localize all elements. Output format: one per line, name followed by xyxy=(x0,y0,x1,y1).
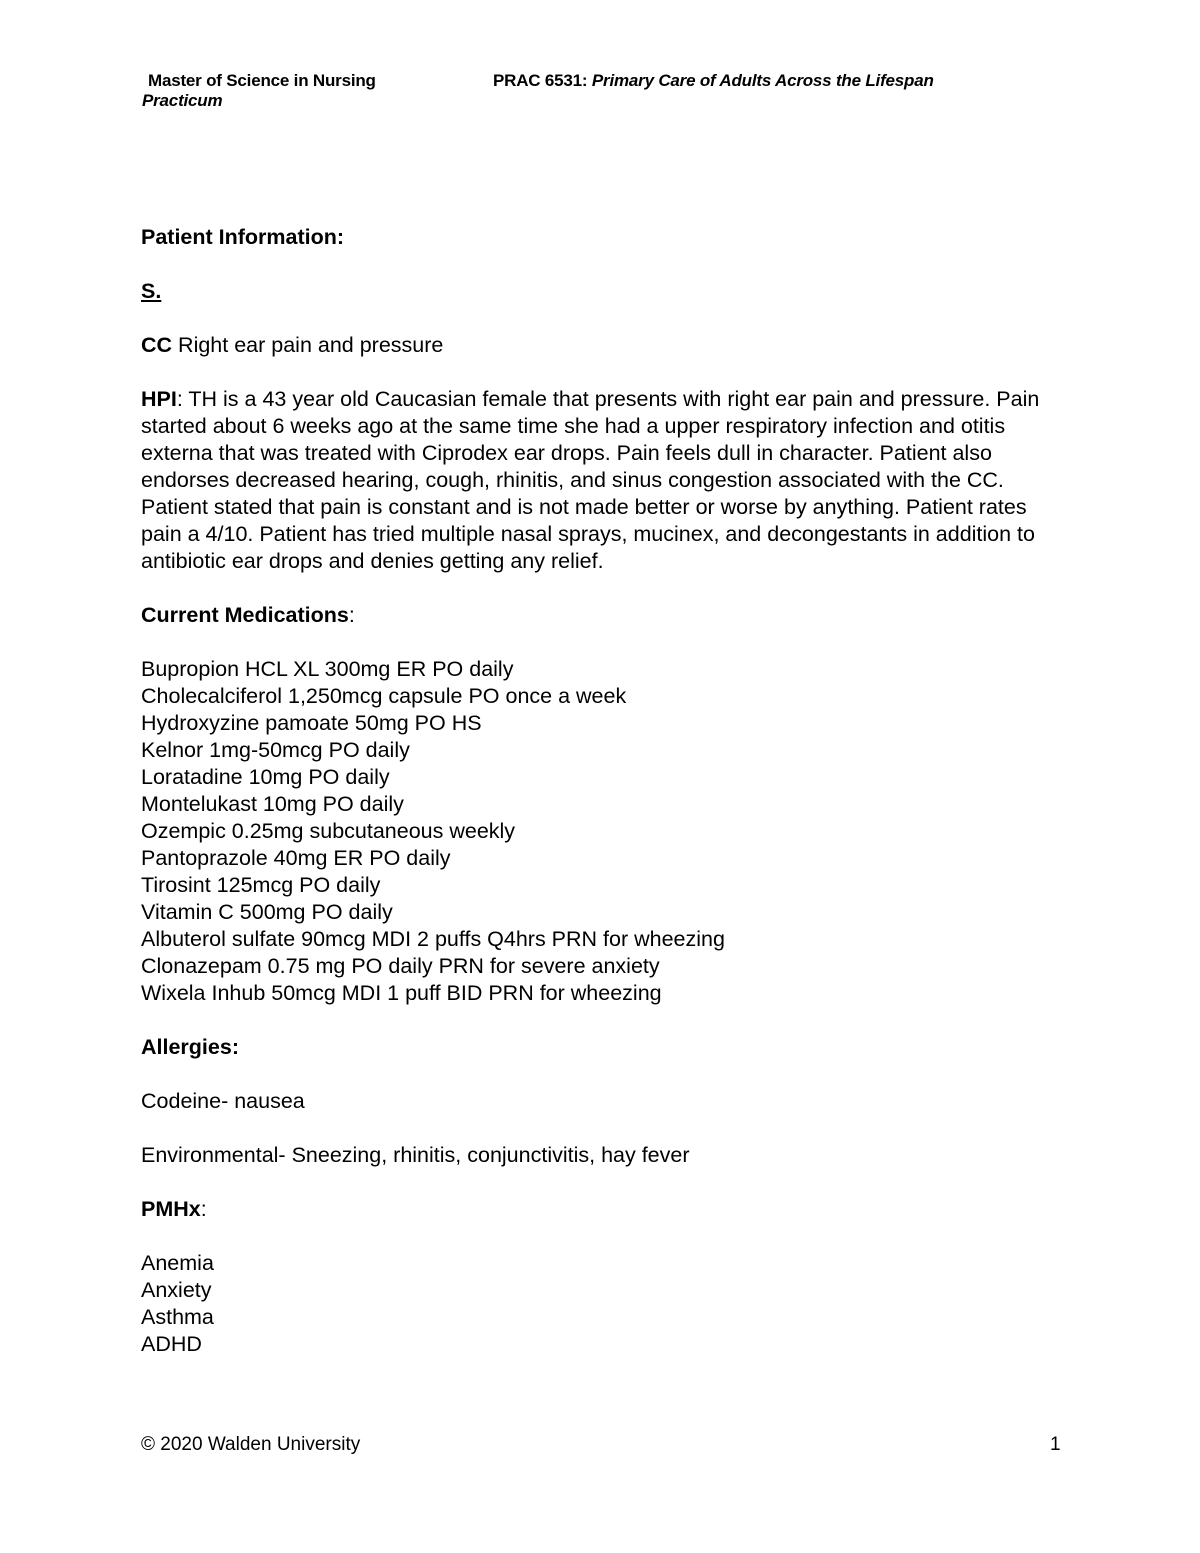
pmhx-colon: : xyxy=(200,1197,207,1221)
pmhx-item: Anemia xyxy=(141,1251,214,1275)
allergy-item: Codeine- nausea xyxy=(141,1089,305,1113)
header-program-line1: Master of Science in Nursing xyxy=(148,71,376,90)
medication-item: Tirosint 125mcg PO daily xyxy=(141,873,381,897)
header-program xyxy=(142,71,376,111)
medications-heading-line xyxy=(141,602,1071,629)
medication-item: Cholecalciferol 1,250mcg capsule PO once a week xyxy=(141,684,627,708)
medication-item: Clonazepam 0.75 mg PO daily PRN for severe anxiety xyxy=(141,954,660,978)
medications-heading: Current Medications xyxy=(141,603,349,627)
header-course-title: Primary Care of Adults Across the Lifespan xyxy=(591,71,934,90)
medication-item: Hydroxyzine pamoate 50mg PO HS xyxy=(141,711,482,735)
pmhx-heading-line xyxy=(141,1196,1071,1223)
medication-item: Bupropion HCL XL 300mg ER PO daily xyxy=(141,657,514,681)
hpi-label: HPI xyxy=(141,387,177,411)
medication-item: Ozempic 0.25mg subcutaneous weekly xyxy=(141,819,516,843)
cc-text: Right ear pain and pressure xyxy=(172,333,444,357)
medication-item: Montelukast 10mg PO daily xyxy=(141,792,404,816)
subjective-heading: S. xyxy=(141,279,162,303)
allergies-heading: Allergies: xyxy=(141,1035,239,1059)
pmhx-item: ADHD xyxy=(141,1332,202,1356)
header-program-line2: Practicum xyxy=(142,91,223,110)
header-course-code: PRAC 6531: xyxy=(493,71,588,90)
chief-complaint xyxy=(141,332,1071,359)
medication-item: Wixela Inhub 50mcg MDI 1 puff BID PRN for wheezing xyxy=(141,981,662,1005)
allergy-item: Environmental- Sneezing, rhinitis, conjunctivitis, hay fever xyxy=(141,1143,690,1167)
hpi-paragraph xyxy=(141,386,1071,575)
medication-item: Kelnor 1mg-50mcg PO daily xyxy=(141,738,410,762)
cc-label: CC xyxy=(141,333,173,357)
pmhx-item: Asthma xyxy=(141,1305,214,1329)
patient-info-heading: Patient Information: xyxy=(141,225,345,249)
pmhx-item: Anxiety xyxy=(141,1278,212,1302)
header-course xyxy=(493,71,934,91)
medication-item: Albuterol sulfate 90mcg MDI 2 puffs Q4hrs PRN for wheezing xyxy=(141,927,725,951)
medication-item: Pantoprazole 40mg ER PO daily xyxy=(141,846,451,870)
medication-item: Loratadine 10mg PO daily xyxy=(141,765,390,789)
footer-copyright: © 2020 Walden University xyxy=(141,1434,361,1455)
pmhx-heading: PMHx xyxy=(141,1197,201,1221)
medication-item: Vitamin C 500mg PO daily xyxy=(141,900,393,924)
hpi-text: : TH is a 43 year old Caucasian female that presents with right ear pain and pressure. Pain started about 6 weeks ago at the same time she had a upper respiratory infection and otitis externa that was treated with Ciprodex ear drops. Pain feels dull in character. Patient also endorses decreased hearing, cough, rhinitis, and sinus congestion associated with the CC. Patient stated that pain is constant and is not made better or worse by anything. Patient rates pain a 4/10. Patient has tried multiple nasal sprays, mucinex, and decongestants in addition to antibiotic ear drops and denies getting any relief. xyxy=(141,387,1040,573)
document-body xyxy=(141,224,1071,1358)
medications-list xyxy=(141,656,1071,1007)
footer-page-number: 1 xyxy=(1050,1434,1061,1455)
pmhx-list xyxy=(141,1250,1071,1358)
medications-colon: : xyxy=(348,603,355,627)
